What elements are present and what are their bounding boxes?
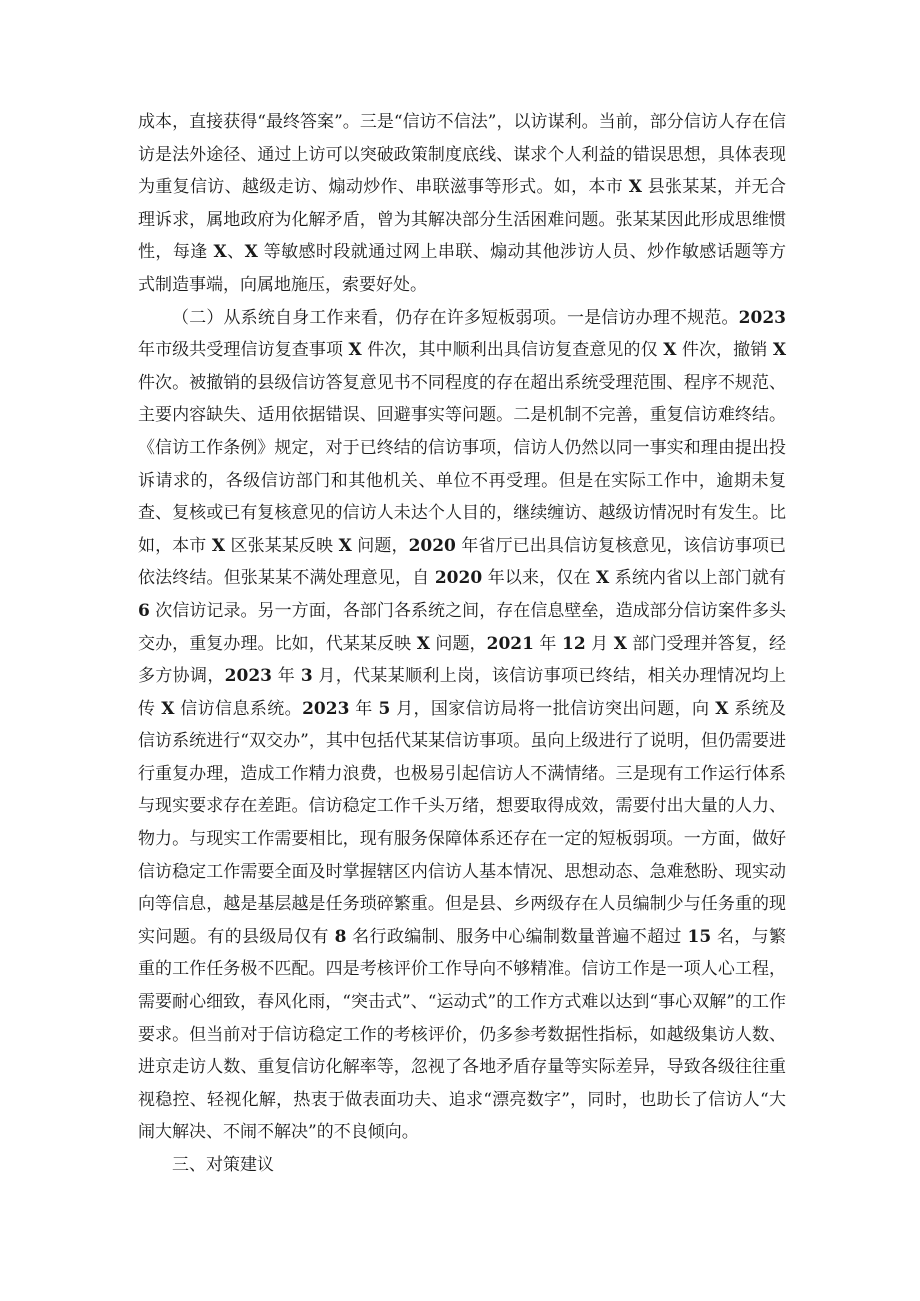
bold-text-run: X [772, 340, 787, 361]
bold-text-run: 6 [138, 600, 150, 621]
paragraph-2 [138, 302, 786, 1149]
bold-text-run: 3 [300, 666, 313, 687]
text-run: 次信访记录。另一方面，各部门各系统之间，存在信息壁垒，造成部分信访案件多头交办，重复办理。比如，代某某反映 [138, 600, 786, 654]
bold-text-run: X [628, 177, 642, 198]
text-run: 系统内省以上部门就有 [609, 568, 786, 589]
text-run: 部门受理并答复，经多方协调， [138, 633, 787, 687]
text-run: 月，代某某顺利上岗，该信访事项已终结，相关办理情况均上传 [138, 666, 787, 719]
paragraph-1 [138, 106, 786, 302]
text-run: 问题， [429, 633, 487, 654]
text-run: 三、对策建议 [172, 1155, 274, 1175]
bold-text-run: 8 [334, 926, 347, 947]
section-heading-3 [138, 1149, 786, 1182]
bold-text-run: X [213, 242, 227, 263]
bold-text-run: 2021 [486, 633, 534, 654]
bold-text-run: 12 [562, 633, 586, 654]
bold-text-run: X [161, 698, 175, 719]
bold-text-run: X [663, 340, 677, 361]
bold-text-run: X [348, 340, 362, 361]
text-run: 月 [585, 633, 614, 654]
bold-text-run: 2023 [224, 666, 272, 687]
text-run: 问题， [351, 535, 409, 556]
text-run: 年以来，仅在 [482, 568, 597, 589]
text-run: 名行政编制、服务中心编制数量普遍不超过 [346, 926, 688, 947]
bold-text-run: X [416, 633, 430, 654]
bold-text-run: X [211, 535, 226, 556]
bold-text-run: X [596, 568, 610, 589]
text-run: 年 [533, 633, 562, 654]
text-run: 名，与繁重的工作任务极不匹配。四是考核评价工作导向不够精准。信访工作是一项人心工程，需要耐心细致，春风化雨，“突击式”、“运动式”的工作方式难以达到“事心双解”的工作要求。但当前对于信访稳定工作的考核评价，仍多参考数据性指标，如越级集访人数、进京走访人数、重复信访化解率等，忽视了各地矛盾存量等实际差异，导致各级往往重视稳控、轻视化解，热衷于做表面功夫、追求“漂亮数字”，同时，也助长了信访人“大闹大解决、不闹不解决”的不良倾向。 [138, 926, 786, 1143]
bold-text-run: X [244, 242, 258, 263]
text-run: 系统及信访系统进行“双交办”，其中包括代某某信访事项。虽向上级进行了说明，但仍需要进行重复办理，造成工作精力浪费，也极易引起信访人不满情绪。三是现有工作运行体系与现实要求存在差距。信访稳定工作千头万绪，想要取得成效，需要付出大量的人力、物力。与现实工作需要相比，现有服务保障体系还存在一定的短板弱项。一方面，做好信访稳定工作需要全面及时掌握辖区内信访人基本情况、思想动态、急难愁盼、现实动向等信息，越是基层越是任务琐碎繁重。但是县、乡两级存在人员编制少与任务重的现实问题。有的县级局仅有 [138, 698, 787, 947]
bold-text-run: X [715, 698, 729, 719]
text-run: 年省厅已出具信访复核意见，该信访事项已依法终结。但张某某不满处理意见，自 [138, 535, 787, 589]
text-run: （二）从系统自身工作来看，仍存在许多短板弱项。一是信访办理不规范。 [172, 307, 739, 328]
text-run: 、 [226, 242, 245, 263]
text-run: 件次。被撤销的县级信访答复意见书不同程度的存在超出系统受理范围、程序不规范、主要内容缺失、适用依据错误、回避事实等问题。二是机制不完善，重复信访难终结。《信访工作条例》规定，对于已终结的信访事项，信访人仍然以同一事实和理由提出投诉请求的，各级信访部门和其他机关、单位不再受理。但是在实际工作中，逾期未复查、复核或已有复核意见的信访人未达个人目的，继续缠访、越级访情况时有发生。比如，本市 [138, 372, 786, 556]
bold-text-run: 2023 [738, 307, 786, 328]
bold-text-run: 5 [378, 698, 391, 719]
bold-text-run: 2023 [302, 698, 350, 719]
bold-text-run: 2020 [408, 535, 456, 556]
bold-text-run: X [613, 633, 627, 654]
text-run: 年 [272, 666, 301, 687]
bold-text-run: 2020 [434, 568, 483, 589]
document-body [138, 106, 786, 1182]
text-run: 月，国家信访局将一批信访突出问题，向 [390, 698, 716, 719]
text-run: 信访信息系统。 [174, 698, 303, 719]
text-run: 成本，直接获得“最终答案”。三是“信访不信法”，以访谋利。当前，部分信访人存在信访是法外途径、通过上访可以突破政策制度底线、谋求个人利益的错误思想，具体表现为重复信访、越级走访、煽动炒作、串联滋事等形式。如，本市 [138, 112, 786, 198]
bold-text-run: X [338, 535, 352, 556]
text-run: 件次，撤销 [676, 340, 773, 361]
text-run: 区张某某反映 [225, 535, 339, 556]
text-run: 年市级共受理信访复查事项 [138, 340, 349, 361]
text-run: 年 [349, 698, 379, 719]
text-run: 等敏感时段就通过网上串联、煽动其他涉访人员、炒作敏感话题等方式制造事端，向属地施压，索要好处。 [138, 242, 787, 295]
text-run: 县张某某，并无合理诉求，属地政府为化解矛盾，曾为其解决部分生活困难问题。张某某因此形成思维惯性，每逢 [138, 177, 786, 263]
text-run: 件次，其中顺利出具信访复查意见的仅 [361, 340, 664, 361]
bold-text-run: 15 [687, 926, 712, 947]
